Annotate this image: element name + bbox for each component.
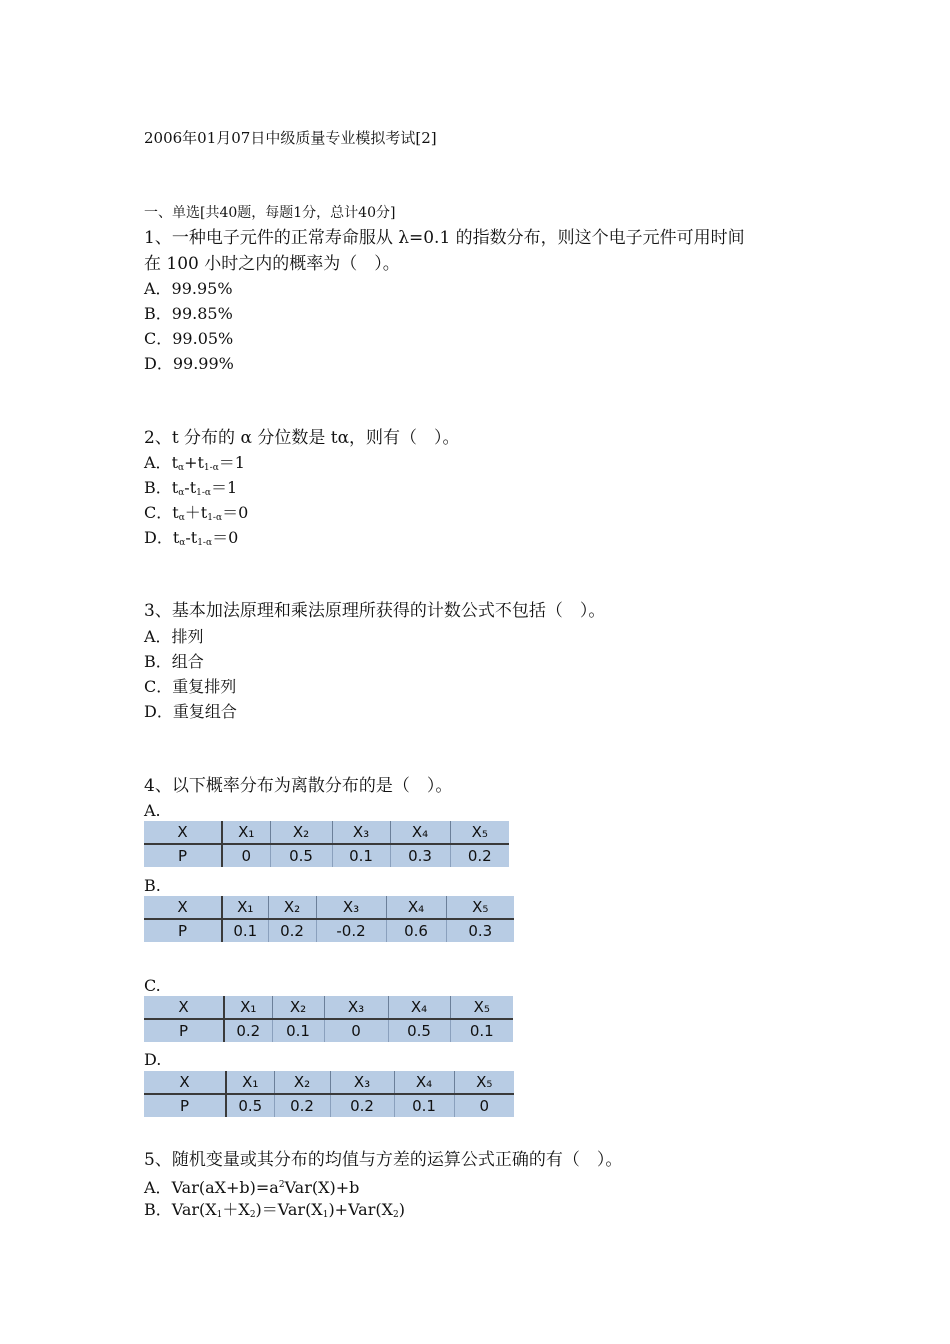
option-subscript: 1-α bbox=[207, 513, 223, 523]
option-label: A． bbox=[144, 453, 172, 472]
table-cell: 0 bbox=[324, 1019, 388, 1042]
table-header-cell: X₁ bbox=[224, 996, 272, 1019]
question-2-stem: 2、t 分布的 α 分位数是 tα，则有（ ）。 bbox=[144, 428, 460, 448]
option-term: t bbox=[171, 478, 179, 497]
table-header-cell: X₅ bbox=[450, 821, 509, 844]
option-subscript: α bbox=[178, 463, 185, 473]
table-cell: 0.2 bbox=[224, 1019, 272, 1042]
question-1-line-1: 1、一种电子元件的正常寿命服从 λ=0.1 的指数分布，则这个电子元件可用时间 bbox=[144, 228, 745, 248]
question-5-stem: 5、随机变量或其分布的均值与方差的运算公式正确的有（ ）。 bbox=[144, 1150, 623, 1170]
table-header-cell: X bbox=[144, 896, 222, 919]
option-term: t bbox=[172, 528, 180, 547]
option-label: B． bbox=[144, 478, 172, 497]
option-term: -t bbox=[185, 528, 198, 547]
table-header-cell: X₃ bbox=[330, 1071, 394, 1094]
table-cell: 0.2 bbox=[274, 1094, 330, 1117]
question-4-table-a bbox=[144, 821, 509, 867]
question-3-option-c: C．重复排列 bbox=[144, 677, 237, 696]
table-cell: P bbox=[144, 1094, 226, 1117]
table-header-cell: X₁ bbox=[226, 1071, 274, 1094]
table-cell: 0.1 bbox=[222, 919, 268, 942]
section-header: 一、单选[共40题，每题1分，总计40分] bbox=[144, 205, 396, 221]
table-cell: 0.3 bbox=[390, 844, 450, 867]
option-term: -t bbox=[184, 478, 197, 497]
option-term: ＋X bbox=[222, 1200, 250, 1219]
table-header-cell: X₄ bbox=[386, 896, 446, 919]
option-term: ＝0 bbox=[212, 528, 239, 547]
option-label: C． bbox=[144, 503, 173, 522]
option-term: )＝Var(X bbox=[255, 1200, 323, 1219]
table-cell: 0.6 bbox=[386, 919, 446, 942]
option-subscript: 2 bbox=[249, 1210, 256, 1220]
question-4-option-b-label: B. bbox=[144, 876, 161, 895]
table-header-cell: X₃ bbox=[324, 996, 388, 1019]
option-term: +t bbox=[184, 453, 204, 472]
option-term: )+Var(X bbox=[328, 1200, 393, 1219]
option-subscript: 1 bbox=[322, 1210, 329, 1220]
table-header-cell: X₁ bbox=[222, 821, 270, 844]
option-term: Var(X)+b bbox=[284, 1178, 360, 1197]
table-header-cell: X₂ bbox=[274, 1071, 330, 1094]
question-4-table-c bbox=[144, 996, 513, 1042]
question-3-option-b: B．组合 bbox=[144, 652, 204, 671]
table-cell: P bbox=[144, 844, 222, 867]
table-header-cell: X₂ bbox=[270, 821, 332, 844]
option-term: Var(X bbox=[171, 1200, 217, 1219]
table-cell: 0 bbox=[222, 844, 270, 867]
option-subscript: 1-α bbox=[196, 488, 211, 498]
table-cell: P bbox=[144, 919, 222, 942]
table-header-cell: X₅ bbox=[446, 896, 514, 919]
question-1-option-b: B．99.85% bbox=[144, 304, 233, 323]
question-1-option-c: C．99.05% bbox=[144, 329, 234, 348]
table-cell: 0.1 bbox=[272, 1019, 324, 1042]
table-cell: 0.1 bbox=[394, 1094, 454, 1117]
question-5-option-b bbox=[144, 1200, 405, 1225]
question-4-stem: 4、以下概率分布为离散分布的是（ ）。 bbox=[144, 776, 453, 796]
question-3-option-d: D．重复组合 bbox=[144, 702, 237, 721]
table-cell: 0.2 bbox=[467, 847, 492, 865]
table-header-cell: X bbox=[144, 996, 224, 1019]
question-1-option-d: D．99.99% bbox=[144, 354, 234, 373]
option-term: Var(aX+b)=a bbox=[171, 1178, 279, 1197]
table-header-cell: X₄ bbox=[394, 1071, 454, 1094]
table-header-cell: X₃ bbox=[316, 896, 386, 919]
table-cell: P bbox=[144, 1019, 224, 1042]
question-2-option-d bbox=[144, 528, 238, 553]
question-4-table-b bbox=[144, 896, 514, 942]
question-2-option-b bbox=[144, 478, 237, 503]
table-cell: 0.5 bbox=[388, 1019, 450, 1042]
document-title: 2006年01月07日中级质量专业模拟考试[2] bbox=[144, 129, 437, 147]
table-cell: 0.5 bbox=[270, 844, 332, 867]
option-label: D． bbox=[144, 528, 173, 547]
question-4-option-a-label: A. bbox=[144, 801, 161, 820]
option-term: ＝1 bbox=[218, 453, 245, 472]
table-cell: 0.2 bbox=[268, 919, 316, 942]
option-label: B． bbox=[144, 1200, 172, 1219]
question-4-table-d bbox=[144, 1071, 514, 1117]
option-term: t bbox=[172, 503, 179, 522]
option-subscript: 2 bbox=[393, 1210, 399, 1220]
option-term: ＝0 bbox=[222, 503, 249, 522]
table-header-cell: X bbox=[144, 1071, 226, 1094]
question-4-option-d-label: D. bbox=[144, 1050, 162, 1069]
option-superscript: 2 bbox=[278, 1180, 285, 1190]
table-cell: -0.2 bbox=[316, 919, 386, 942]
question-2-option-c bbox=[144, 503, 248, 528]
table-header-cell: X₂ bbox=[268, 896, 316, 919]
question-5-option-a bbox=[144, 1175, 359, 1198]
option-subscript: 1-α bbox=[203, 463, 219, 473]
table-cell: 0.5 bbox=[226, 1094, 274, 1117]
option-term: t bbox=[171, 453, 178, 472]
table-header-cell: X₁ bbox=[222, 896, 268, 919]
option-subscript: α bbox=[178, 513, 185, 523]
table-cell: 0 bbox=[479, 1097, 490, 1115]
table-cell: 0.1 bbox=[332, 844, 390, 867]
question-2-option-a bbox=[144, 453, 245, 478]
option-subscript: 1-α bbox=[197, 538, 213, 548]
table-cell: 0.1 bbox=[469, 1022, 494, 1040]
question-4-option-c-label: C. bbox=[144, 976, 161, 995]
option-subscript: α bbox=[179, 538, 186, 548]
option-term: ＋t bbox=[184, 503, 208, 522]
table-cell: 0.2 bbox=[330, 1094, 394, 1117]
table-header-cell: X₅ bbox=[450, 996, 513, 1019]
table-header-cell: X₄ bbox=[390, 821, 450, 844]
table-header-cell: X₅ bbox=[454, 1071, 514, 1094]
table-header-cell: X bbox=[144, 821, 222, 844]
table-header-cell: X₄ bbox=[388, 996, 450, 1019]
question-1-line-2: 在 100 小时之内的概率为（ ）。 bbox=[144, 254, 400, 274]
option-term: ＝1 bbox=[210, 478, 238, 497]
question-3-stem: 3、基本加法原理和乘法原理所获得的计数公式不包括（ ）。 bbox=[144, 601, 606, 621]
option-subscript: 1 bbox=[216, 1210, 223, 1220]
table-header-cell: X₃ bbox=[332, 821, 390, 844]
table-cell: 0.3 bbox=[468, 922, 493, 940]
question-1-option-a: A．99.95% bbox=[144, 279, 233, 298]
option-subscript: α bbox=[178, 488, 185, 498]
table-header-cell: X₂ bbox=[272, 996, 324, 1019]
option-label: A． bbox=[144, 1178, 172, 1197]
question-3-option-a: A．排列 bbox=[144, 627, 204, 646]
option-term: ) bbox=[398, 1200, 405, 1219]
